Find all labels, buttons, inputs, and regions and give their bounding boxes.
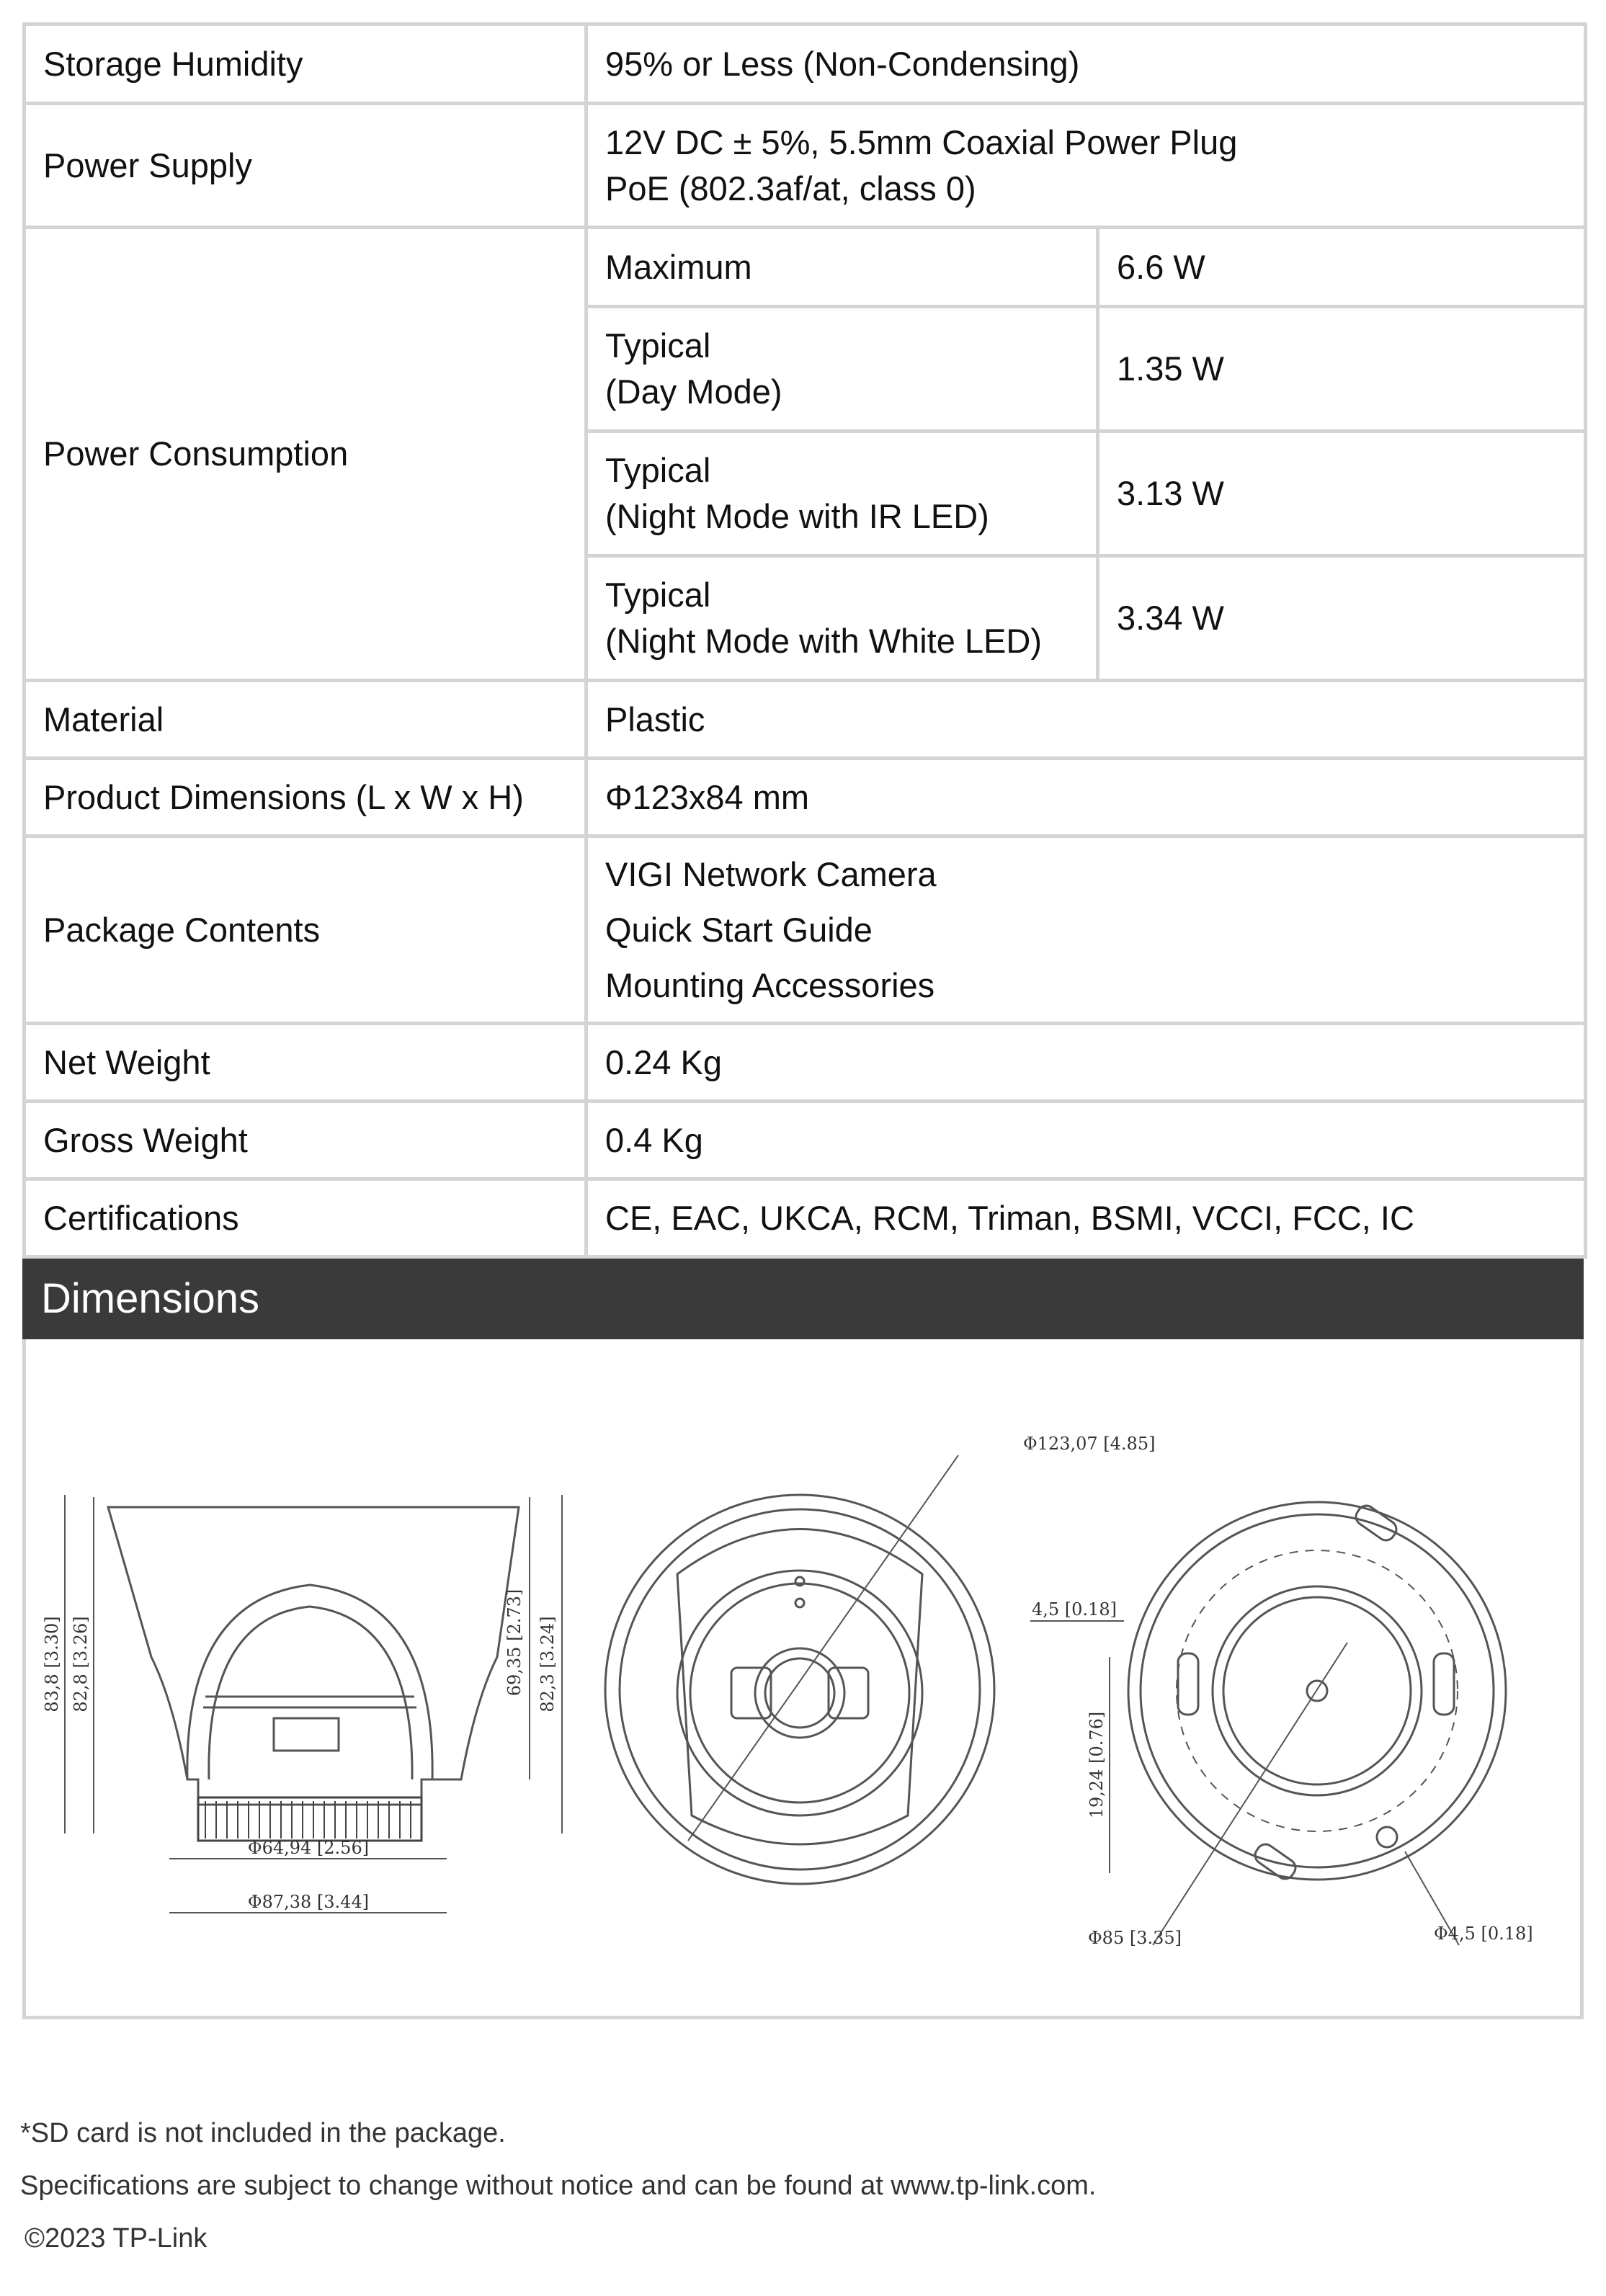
package-item: VIGI Network Camera: [605, 855, 937, 893]
spec-value: 0.24 Kg: [586, 1024, 1586, 1102]
spec-label: Power Consumption: [24, 228, 586, 681]
power-mode-line: Typical: [605, 576, 711, 614]
power-value: 1.35 W: [1098, 307, 1586, 432]
dim-label: Φ87,38 [3.44]: [247, 1892, 370, 1912]
spec-value: 95% or Less (Non-Condensing): [586, 24, 1586, 104]
spec-label: Product Dimensions (L x W x H): [24, 759, 586, 836]
power-mode-line: Typical: [605, 451, 711, 489]
front-view-drawing: [605, 1455, 994, 1884]
dim-label: Φ4,5 [0.18]: [1434, 1924, 1533, 1944]
package-item: Quick Start Guide: [605, 911, 873, 949]
power-value: 3.13 W: [1098, 432, 1586, 556]
spec-label: Certifications: [24, 1179, 586, 1257]
dim-label: 69,35 [2.73]: [504, 1589, 525, 1697]
power-mode-line: (Day Mode): [605, 372, 782, 411]
package-item: Mounting Accessories: [605, 966, 935, 1004]
power-mode: Maximum: [586, 228, 1098, 307]
specification-note: Specifications are subject to change without notice and can be found at www.tp-link.com.: [20, 2171, 1097, 2201]
spec-value: Plastic: [586, 681, 1586, 759]
dim-label: Φ123,07 [4.85]: [1023, 1434, 1156, 1454]
spec-label: Gross Weight: [24, 1102, 586, 1179]
spec-label: Power Supply: [24, 104, 586, 228]
spec-value: Φ123x84 mm: [586, 759, 1586, 836]
spec-value: 0.4 Kg: [586, 1102, 1586, 1179]
spec-label: Package Contents: [24, 836, 586, 1024]
spec-label: Net Weight: [24, 1024, 586, 1102]
dim-label: 19,24 [0.76]: [1087, 1711, 1107, 1819]
power-value: 3.34 W: [1098, 556, 1586, 681]
dim-label: 4,5 [0.18]: [1032, 1599, 1117, 1620]
power-mode-line: Typical: [605, 326, 711, 365]
power-supply-dc: 12V DC ± 5%, 5.5mm Coaxial Power Plug: [605, 122, 1238, 161]
dimensions-section-title: Dimensions: [22, 1259, 1584, 1339]
power-mode-line: (Night Mode with White LED): [605, 622, 1042, 660]
spec-label: Storage Humidity: [24, 24, 586, 104]
spec-value: CE, EAC, UKCA, RCM, Triman, BSMI, VCCI, FCC, IC: [586, 1179, 1586, 1257]
power-value: 6.6 W: [1098, 228, 1586, 307]
spec-label: Material: [24, 681, 586, 759]
dim-label: 82,3 [3.24]: [537, 1616, 558, 1712]
sd-card-note: *SD card is not included in the package.: [20, 2118, 506, 2148]
copyright: ©2023 TP-Link: [24, 2223, 208, 2253]
power-supply-poe: PoE (802.3af/at, class 0): [605, 169, 976, 207]
dim-label: Φ64,94 [2.56]: [247, 1838, 370, 1858]
dim-label: 83,8 [3.30]: [42, 1616, 62, 1712]
dim-label: Φ85 [3.35]: [1088, 1928, 1182, 1948]
dim-label: 82,8 [3.26]: [71, 1616, 91, 1712]
power-mode-line: (Night Mode with IR LED): [605, 497, 989, 535]
